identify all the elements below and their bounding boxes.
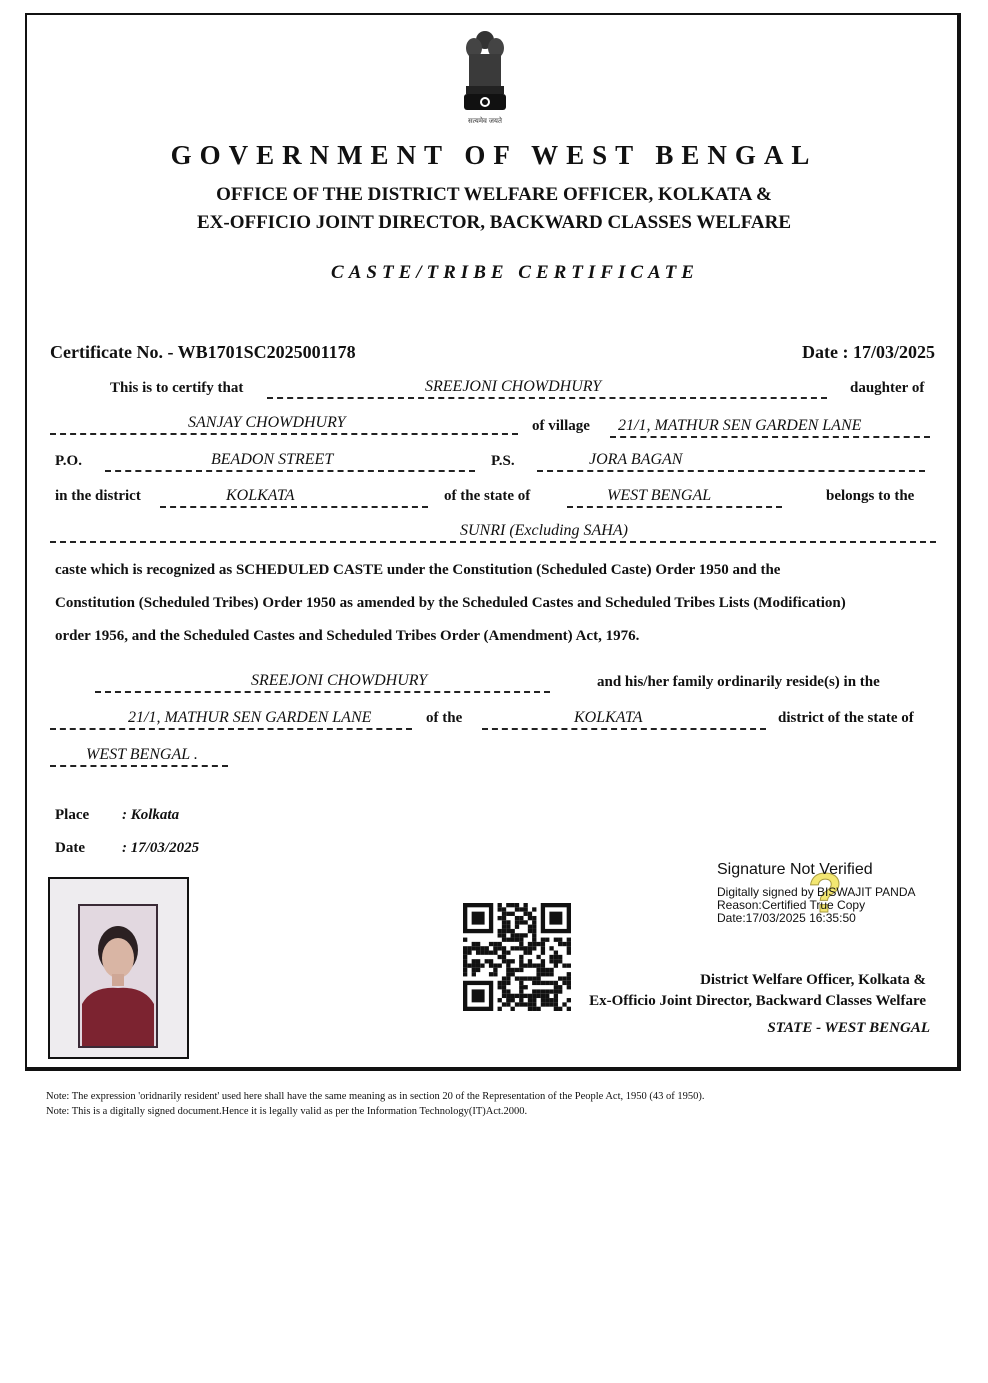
applicant-photo	[48, 877, 189, 1059]
signature-details	[717, 886, 916, 925]
date-value: : 17/03/2025	[122, 840, 200, 856]
district-state-label: district of the state of	[778, 710, 914, 726]
legal-paragraph-line-2: Constitution (Scheduled Tribes) Order 1950 as amended by the Scheduled Castes and Scheduled Tribes Lists (Modification)	[55, 595, 846, 611]
of-the-label: of the	[426, 710, 463, 726]
resident-address: 21/1, MATHUR SEN GARDEN LANE	[50, 708, 412, 730]
certify-label: This is to certify that	[110, 380, 244, 396]
office-line-2: EX-OFFICIO JOINT DIRECTOR, BACKWARD CLASSES WELFARE	[196, 212, 792, 233]
legal-paragraph-line-1: caste which is recognized as SCHEDULED CASTE under the Constitution (Scheduled Caste) Order 1950 and the	[55, 562, 781, 578]
parent-name: SANJAY CHOWDHURY	[50, 413, 518, 435]
ps-value: JORA BAGAN	[537, 450, 925, 472]
certificate-number: Certificate No. - WB1701SC2025001178	[50, 342, 356, 362]
reside-label: and his/her family ordinarily reside(s) in the	[597, 674, 880, 690]
village-value: 21/1, MATHUR SEN GARDEN LANE	[610, 416, 930, 438]
resident-state: WEST BENGAL .	[50, 745, 228, 767]
national-emblem-icon	[456, 26, 514, 126]
signature-unverified-icon: ?	[808, 861, 843, 924]
qr-code[interactable]	[462, 903, 572, 1011]
certificate-title: CASTE/TRIBE CERTIFICATE	[331, 262, 699, 283]
emblem-caption: सत्यमेव जयते	[468, 117, 502, 125]
note-2: Note: This is a digitally signed document.Hence it is legally valid as per the Information Technology(IT)Act.2000.	[46, 1106, 528, 1117]
officer-title-line-1: District Welfare Officer, Kolkata &	[700, 972, 926, 988]
signature-status[interactable]: Signature Not Verified	[717, 861, 873, 878]
place-value: : Kolkata	[122, 807, 180, 823]
candidate-name: SREEJONI CHOWDHURY	[267, 377, 827, 399]
ps-label: P.S.	[491, 453, 515, 469]
note-1: Note: The expression 'oridnarily resident' used here shall have the same meaning as in section 20 of the Representation of the People Act, 1950 (43 of 1950).	[46, 1091, 705, 1102]
po-label: P.O.	[55, 453, 82, 469]
office-line-1: OFFICE OF THE DISTRICT WELFARE OFFICER, KOLKATA &	[216, 184, 772, 205]
resident-district: KOLKATA	[482, 708, 766, 730]
officer-title-line-2: Ex-Officio Joint Director, Backward Classes Welfare	[589, 993, 926, 1009]
person-portrait-icon	[80, 906, 156, 1046]
village-label: of village	[532, 418, 590, 434]
district-label: in the district	[55, 488, 141, 504]
place-label: Place	[55, 807, 90, 823]
signature-reason: Reason:Certified True Copy	[717, 898, 866, 912]
caste-value: SUNRI (Excluding SAHA)	[50, 521, 936, 543]
legal-paragraph-line-3: order 1956, and the Scheduled Castes and Scheduled Tribes Order (Amendment) Act, 1976.	[55, 628, 640, 644]
date-label: Date	[55, 840, 85, 856]
po-value: BEADON STREET	[105, 450, 475, 472]
state-value: WEST BENGAL	[567, 486, 782, 508]
relation-label: daughter of	[850, 380, 925, 396]
signed-by: Digitally signed by BISWAJIT PANDA	[717, 885, 916, 899]
district-value: KOLKATA	[160, 486, 428, 508]
certificate-date: Date : 17/03/2025	[802, 342, 935, 362]
signature-date: Date:17/03/2025 16:35:50	[717, 911, 856, 925]
government-title: GOVERNMENT OF WEST BENGAL	[170, 140, 818, 170]
state-label: of the state of	[444, 488, 531, 504]
resident-name: SREEJONI CHOWDHURY	[95, 671, 550, 693]
officer-title-line-3: STATE - WEST BENGAL	[767, 1020, 930, 1036]
belongs-label: belongs to the	[826, 488, 915, 504]
